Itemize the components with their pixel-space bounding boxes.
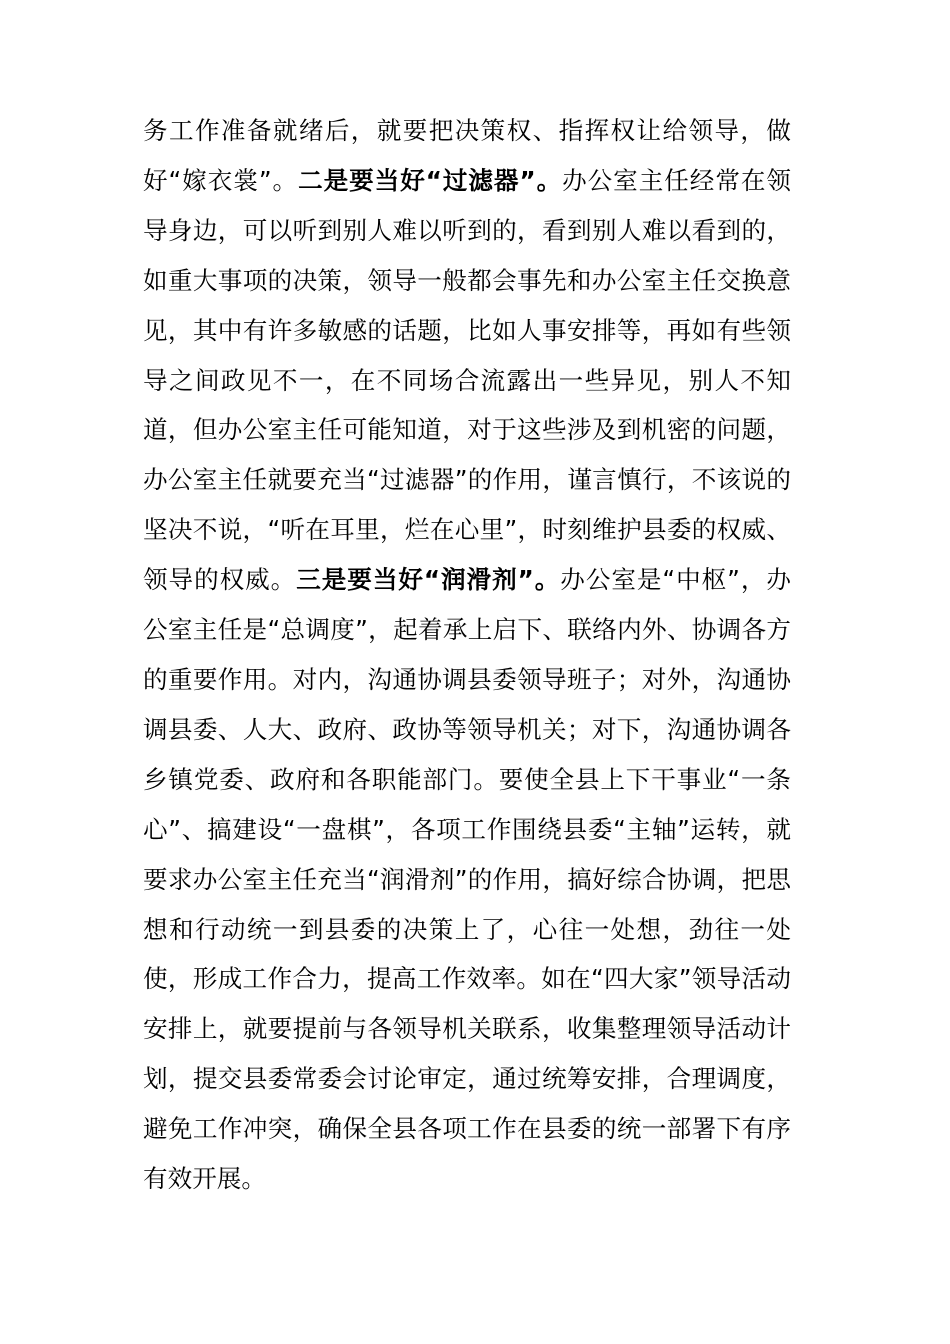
text-segment: 办公室是“中枢”，办公室主任是“总调度”，起着承上启下、联络内外、协调各方的重要作用。对内，沟通协调县委领导班子；对外，沟通协调县委、人大、政府、政协等领导机关；对下，沟通协调各乡镇党委、政府和各职能部门。要使全县上下干事业“一条心”、搞建设“一盘棋”，各项工作围绕县委“主轴”运转，就要求办公室主任充当“润滑剂”的作用，搞好综合协调，把思想和行动统一到县委的决策上了，心往一处想，劲往一处使，形成工作合力，提高工作效率。如在“四大家”领导活动安排上，就要提前与各领导机关联系，收集整理领导活动计划，提交县委常委会讨论审定，通过统筹安排，合理调度，避免工作冲突，确保全县各项工作在县委的统一部署下有序有效开展。 xyxy=(143,565,792,1194)
body-paragraph xyxy=(143,106,791,1204)
text-segment: 务工作准备就绪后，就要把决策权、指挥权让给领导，做好“嫁衣裳”。 xyxy=(143,116,791,195)
heading-filter: 二是要当好“过滤器”。 xyxy=(298,165,563,195)
text-segment: 办公室主任经常在领导身边，可以听到别人难以听到的，看到别人难以看到的，如重大事项的决策，领导一般都会事先和办公室主任交换意见，其中有许多敏感的话题，比如人事安排等，再如有些领导之间政见不一，在不同场合流露出一些异见，别人不知道，但办公室主任可能知道，对于这些涉及到机密的问题，办公室主任就要充当“过滤器”的作用，谨言慎行，不该说的坚决不说，“听在耳里，烂在心里”，时刻维护县委的权威、领导的权威。 xyxy=(143,165,791,595)
heading-lubricant: 三是要当好“润滑剂”。 xyxy=(296,565,561,595)
